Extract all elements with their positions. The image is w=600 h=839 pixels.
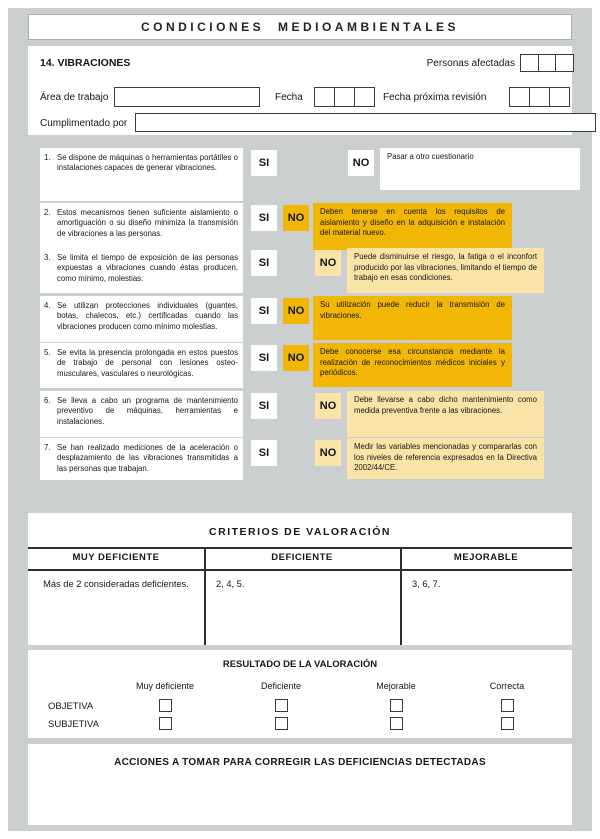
digit-cell[interactable]	[555, 55, 573, 71]
si-checkbox[interactable]: SI	[251, 250, 277, 276]
question-note: Pasar a otro cuestionario	[380, 148, 580, 190]
cumplimentado-input[interactable]	[135, 113, 596, 132]
question-note: Debe llevarse a cabo dicho mantenimiento como medida preventiva frente a las vibraciones.	[347, 391, 544, 437]
date-cell[interactable]	[510, 88, 529, 106]
objetiva-label: OBJETIVA	[48, 701, 94, 712]
criterios-title: CRITERIOS DE VALORACIÓN	[209, 526, 391, 538]
si-checkbox[interactable]: SI	[251, 393, 277, 419]
page-title: CONDICIONES MEDIOAMBIENTALES	[140, 20, 460, 34]
date-cell[interactable]	[354, 88, 374, 106]
acciones-box[interactable]	[28, 744, 572, 825]
question-text: Se han realizado mediciones de la aceleración o desplazamiento de las vibraciones transmitidas a las personas que trabajan.	[57, 443, 238, 473]
column-label-mejorable: Mejorable	[376, 681, 416, 691]
question-number: 2.	[44, 208, 51, 217]
table-rule	[28, 569, 572, 571]
resultado-box	[28, 650, 572, 738]
area-trabajo-input[interactable]	[114, 87, 260, 107]
fecha-proxima-cells[interactable]	[509, 87, 570, 107]
objetiva-muy-deficiente-checkbox[interactable]	[159, 699, 172, 712]
question-number: 5.	[44, 348, 51, 357]
fecha-proxima-label: Fecha próxima revisión	[383, 92, 487, 103]
question-text-box	[40, 248, 243, 293]
question-text-box	[40, 296, 243, 342]
si-checkbox[interactable]: SI	[251, 205, 277, 231]
column-header-muy-deficiente: MUY DEFICIENTE	[72, 552, 160, 563]
criterios-cell-muy-deficiente: Más de 2 consideradas deficientes.	[43, 579, 189, 589]
question-text: Se limita el tiempo de exposición de las personas expuestas a vibraciones cuando éstas producen, como mínimo, molestias.	[57, 253, 238, 283]
question-number: 1.	[44, 153, 51, 162]
si-checkbox[interactable]: SI	[251, 150, 277, 176]
subjetiva-muy-deficiente-checkbox[interactable]	[159, 717, 172, 730]
table-column-divider	[400, 547, 402, 645]
objetiva-mejorable-checkbox[interactable]	[390, 699, 403, 712]
si-checkbox[interactable]: SI	[251, 440, 277, 466]
question-number: 6.	[44, 396, 51, 405]
subjetiva-correcta-checkbox[interactable]	[501, 717, 514, 730]
criterios-cell-deficiente: 2, 4, 5.	[216, 579, 245, 589]
column-label-deficiente: Deficiente	[260, 681, 302, 691]
subjetiva-mejorable-checkbox[interactable]	[390, 717, 403, 730]
question-number: 7.	[44, 443, 51, 452]
date-cell[interactable]	[315, 88, 334, 106]
page-title-box	[28, 14, 572, 40]
personas-afectadas-label: Personas afectadas	[426, 58, 515, 69]
question-note: Medir las variables mencionadas y compararlas con los niveles de referencia expresados en la Directiva 2002/44/CE.	[347, 438, 544, 479]
no-checkbox[interactable]: NO	[315, 393, 341, 419]
question-text: Se utilizan protecciones individuales (guantes, botas, chalecos, etc.) certificadas cuando las vibraciones producen como mínimo molestias.	[57, 301, 238, 331]
no-checkbox[interactable]: NO	[315, 440, 341, 466]
date-cell[interactable]	[334, 88, 354, 106]
column-label-correcta: Correcta	[489, 681, 525, 691]
fecha-label: Fecha	[275, 92, 303, 103]
objetiva-deficiente-checkbox[interactable]	[275, 699, 288, 712]
no-checkbox[interactable]: NO	[283, 205, 309, 231]
area-trabajo-label: Área de trabajo	[40, 92, 109, 103]
question-text: Se lleva a cabo un programa de mantenimiento preventivo de máquinas, herramientas e instalaciones.	[57, 396, 238, 426]
no-checkbox[interactable]: NO	[315, 250, 341, 276]
column-header-deficiente: DEFICIENTE	[271, 552, 333, 563]
si-checkbox[interactable]: SI	[251, 298, 277, 324]
personas-afectadas-cells[interactable]	[520, 54, 574, 72]
question-note: Su utilización puede reducir la transmisión de vibraciones.	[313, 296, 512, 340]
si-checkbox[interactable]: SI	[251, 345, 277, 371]
question-text-box	[40, 343, 243, 388]
header-form-box	[28, 46, 572, 135]
question-text-box	[40, 438, 243, 480]
question-note: Puede disminuirse el riesgo, la fatiga o el inconfort producido por las vibraciones, limitando el tiempo de trabajo en esas condiciones.	[347, 248, 544, 293]
table-rule	[28, 547, 572, 549]
question-text-box	[40, 391, 243, 437]
digit-cell[interactable]	[538, 55, 556, 71]
no-checkbox[interactable]: NO	[283, 298, 309, 324]
column-header-mejorable: MEJORABLE	[453, 552, 519, 563]
cumplimentado-label: Cumplimentado por	[40, 118, 128, 129]
no-checkbox[interactable]: NO	[348, 150, 374, 176]
criterios-box	[28, 513, 572, 645]
section-title: 14. VIBRACIONES	[40, 57, 131, 69]
question-note: Deben tenerse en cuenta los requisitos de aislamiento y diseño en la adquisición e instalación del material nuevo.	[313, 203, 512, 250]
subjetiva-label: SUBJETIVA	[48, 719, 100, 730]
question-text-box	[40, 148, 243, 201]
column-label-muy-deficiente: Muy deficiente	[135, 681, 195, 691]
digit-cell[interactable]	[521, 55, 538, 71]
question-note: Debe conocerse esa circunstancia mediante la realización de reconocimientos médicos iniciales y periódicos.	[313, 343, 512, 387]
date-cell[interactable]	[549, 88, 569, 106]
no-checkbox[interactable]: NO	[283, 345, 309, 371]
fecha-cells[interactable]	[314, 87, 375, 107]
criterios-cell-mejorable: 3, 6, 7.	[412, 579, 441, 589]
date-cell[interactable]	[529, 88, 549, 106]
question-text: Estos mecanismos tienen suficiente aislamiento o amortiguación o su diseño minimiza la transmisión de vibraciones a las personas.	[57, 208, 238, 238]
resultado-title: RESULTADO DE LA VALORACIÓN	[222, 659, 378, 670]
question-text: Se evita la presencia prolongada en estos puestos de trabajo de personal con lesiones osteo-musculares, vasculares o neurológicas.	[57, 348, 238, 378]
objetiva-correcta-checkbox[interactable]	[501, 699, 514, 712]
question-number: 3.	[44, 253, 51, 262]
question-text: Se dispone de máquinas o herramientas portátiles o instalaciones capaces de generar vibraciones.	[57, 153, 238, 173]
acciones-title: ACCIONES A TOMAR PARA CORREGIR LAS DEFICIENCIAS DETECTADAS	[114, 757, 486, 768]
question-number: 4.	[44, 301, 51, 310]
subjetiva-deficiente-checkbox[interactable]	[275, 717, 288, 730]
table-column-divider	[204, 547, 206, 645]
